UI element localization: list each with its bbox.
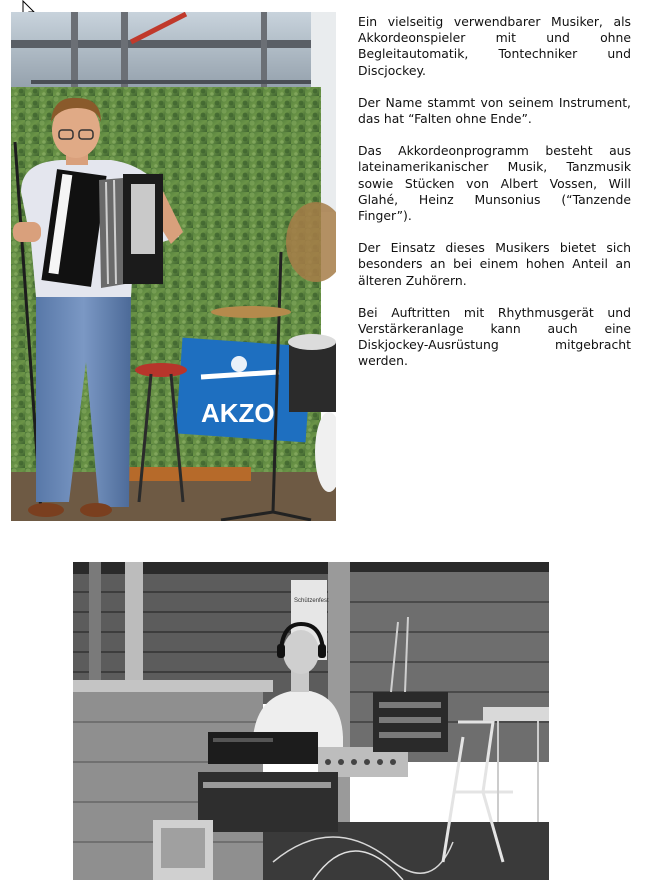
description-text — [358, 14, 631, 386]
accordion-player-photo — [11, 12, 336, 521]
paragraph-program: Das Akkordeonprogramm besteht aus lateinamerikanischer Musik, Tanzmusik sowie Stücken von Albert Vossen, Will Glahé, Heinz Munsonius (“Tanzende Finger”). — [358, 143, 631, 224]
paragraph-name: Der Name stammt von seinem Instrument, das hat “Falten ohne Ende”. — [358, 94, 631, 127]
banner-text: AKZO — [201, 398, 275, 428]
paragraph-intro: Ein vielseitig verwendbarer Musiker, als Akkordeonspieler mit und ohne Begleitautomatik, Tontechniker und Discjockey. — [358, 14, 631, 78]
poster-text: Schützenfest — [294, 598, 329, 604]
paragraph-equipment: Bei Auftritten mit Rhythmusgerät und Verstärkeranlage kann auch eine Diskjockey-Ausrüstung mitgebracht werden. — [358, 304, 631, 369]
accordion — [41, 169, 163, 288]
paragraph-audience: Der Einsatz dieses Musikers bietet sich besonders an bei einem hohen Anteil an älteren Zuhörern. — [358, 240, 631, 288]
dj-setup-photo — [73, 562, 549, 880]
